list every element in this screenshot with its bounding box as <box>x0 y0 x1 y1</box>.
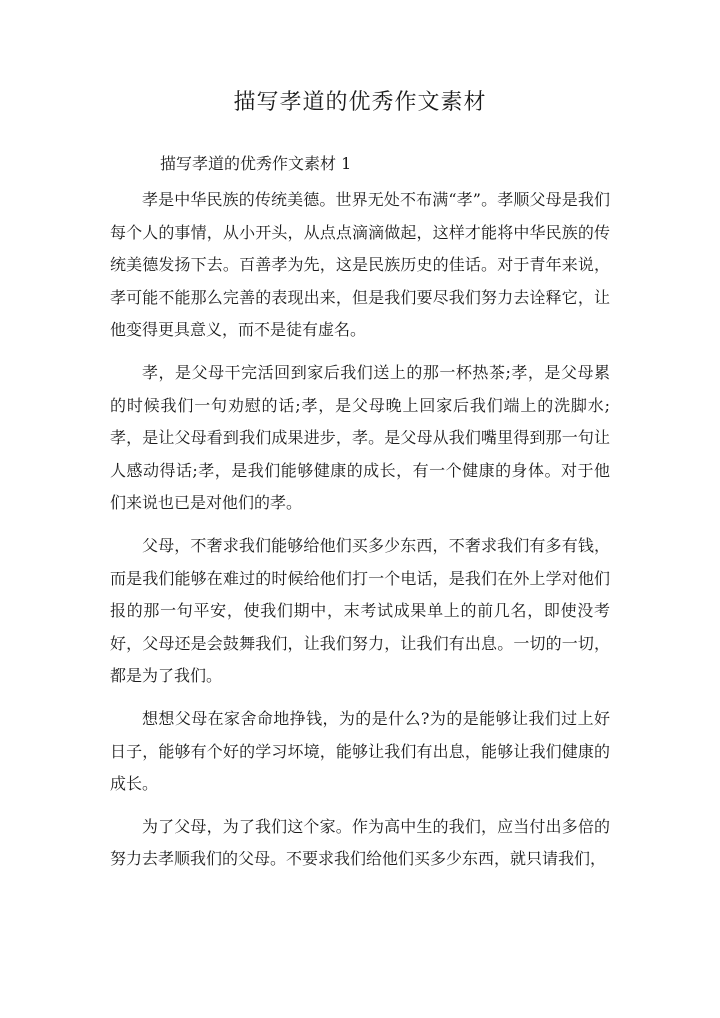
paragraph: 想想父母在家舍命地挣钱，为的是什么?为的是能够让我们过上好日子，能够有个好的学习坏境，能够让我们有出息，能够让我们健康的成长。 <box>110 708 610 794</box>
paragraph: 为了父母，为了我们这个家。作为高中生的我们，应当付出多倍的努力去孝顺我们的父母。不要求我们给他们买多少东西，就只请我们， <box>110 816 610 869</box>
paragraph: 孝是中华民族的传统美德。世界无处不布满“孝”。孝顺父母是我们每个人的事情，从小开头，从点点滴滴做起，这样才能将中华民族的传统美德发扬下去。百善孝为先，这是民族历史的佳话。对于青年来说，孝可能不能那么完善的表现出来，但是我们要尽我们努力去诠释它，让他变得更具意义，而不是徒有虚名。 <box>110 190 610 340</box>
paragraph: 父母，不奢求我们能够给他们买多少东西，不奢求我们有多有钱，而是我们能够在难过的时候给他们打一个电话，是我们在外上学对他们报的那一句平安，使我们期中，末考试成果单上的前几名，即使没考好，父母还是会鼓舞我们，让我们努力，让我们有出息。一切的一切，都是为了我们。 <box>110 535 610 686</box>
document-subtitle: 描写孝道的优秀作文素材 1 <box>160 154 352 173</box>
document-body <box>110 184 610 886</box>
document-title: 描写孝道的优秀作文素材 <box>233 90 487 115</box>
paragraph: 孝，是父母干完活回到家后我们送上的那一杯热茶;孝，是父母累的时候我们一句劝慰的话;孝，是父母晚上回家后我们端上的洗脚水;孝，是让父母看到我们成果进步，孝。是父母从我们嘴里得到那一句让人感动得话;孝，是我们能够健康的成长，有一个健康的身体。对于他们来说也已是对他们的孝。 <box>110 362 610 513</box>
